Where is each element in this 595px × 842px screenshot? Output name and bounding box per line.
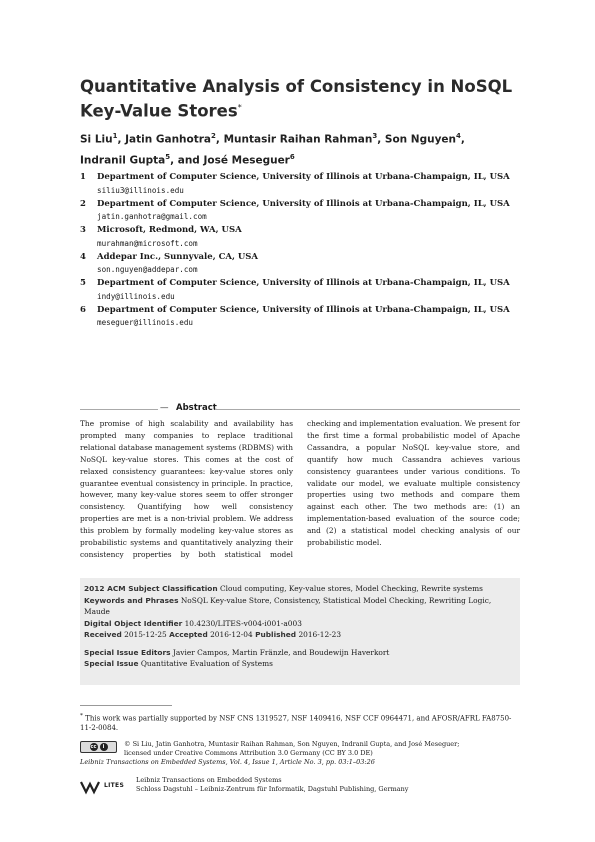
abstract-dash: — [160,403,169,413]
footnote-text: This work was partially supported by NSF CNS 1319527, NSF 1409416, NSF CCF 0964471, and AFOSR/AFRL FA8750-11-2-0084. [80,714,512,733]
abstract-text: The promise of high scalability and availability has prompted many companies to replace traditional relational database management systems (RDBMS) with NoSQL key-value stores. This comes at the cost of relaxed consistency guarantees: key-value stores only guarantee eventual consistency in principle. In practice, however, many key-value stores seem to offer stronger consistency. Quantifying how well consistency properties are met is a non-trivial problem. We address this problem by formally modeling key-value stores as probabilistic systems and quantitatively analyzing their consistency properties by both statistical model checking and implementation evaluation. We present for the first time a formal probabilistic model of Apache Cassandra, a popular NoSQL key-value store, and quantify how much Cassandra achieves various consistency guarantees under various conditions. To validate our model, we evaluate multiple consistency properties using two methods and compare them against each other. The two methods are: (1) an implementation-based evaluation of the source code; and (2) a statistical model checking analysis of our probabilistic model. [80,419,520,559]
issue-key: Special Issue [84,659,139,668]
author-sup: 4 [456,132,461,140]
special-issue [84,658,516,670]
author-sup: 3 [372,132,378,140]
journal-citation: Leibniz Transactions on Embedded Systems, Vol. 4, Issue 1, Article No. 3, pp. 03:1–03:26 [80,758,375,766]
author-sup: 5 [165,152,171,161]
keywords [84,595,516,618]
affiliation-number: 6 [80,304,86,315]
doi [84,618,516,630]
title-line-2: Key-Value Stores [80,101,238,121]
affiliation-email[interactable]: jatin.ganhotra@gmail.com [97,212,207,221]
affiliation-email[interactable]: indy@illinois.edu [97,291,175,301]
footnote-marker: * [80,713,83,719]
publisher-text [136,776,520,793]
keywords-value: NoSQL Key-value Store, Consistency, Statistical Model Checking, Rewriting Logic, Maude [84,595,492,616]
abstract-label: Abstract [176,403,217,413]
issue-value: Quantitative Evaluation of Systems [140,659,273,668]
dates [84,629,516,641]
author-name: Si Liu [80,133,113,146]
publisher-name: Schloss Dagstuhl – Leibniz-Zentrum für Informatik, Dagstuhl Publishing, Germany [136,784,409,793]
affiliation-dept: Microsoft, Redmond, WA, USA [97,225,242,235]
author-name: José Meseguer [203,154,290,166]
affiliation-number: 4 [80,251,86,262]
received-value: 2015-12-25 [124,630,167,639]
footnote-rule [80,705,172,706]
affiliation-item [80,251,520,277]
publisher-series: Leibniz Transactions on Embedded Systems [136,776,282,784]
cc-icon: cc [90,744,97,750]
accepted-key: Accepted [169,630,208,639]
acm-classification [84,583,516,595]
lites-logo-word: LITES [104,782,125,789]
published-key: Published [255,630,297,639]
abstract-rule-right [215,409,520,410]
affiliation-dept: Department of Computer Science, University of Illinois at Urbana-Champaign, IL, USA [97,304,510,315]
title-line-1: Quantitative Analysis of Consistency in NoSQL [80,77,513,96]
affiliation-dept: Department of Computer Science, University of Illinois at Urbana-Champaign, IL, USA [97,278,510,288]
acm-key: 2012 ACM Subject Classification [84,584,218,593]
author-name: Jatin Ganhotra [125,133,212,146]
footnote [80,711,520,733]
affiliation-item [80,198,520,224]
special-issue-editors [84,647,516,659]
author-sup: 2 [211,132,216,140]
affiliation-list [80,171,520,330]
affiliation-number: 1 [80,172,86,182]
author-name: Son Nguyen [384,133,457,146]
affiliation-item [80,304,520,330]
license-text [124,740,520,757]
affiliation-email[interactable]: siliu3@illinois.edu [97,185,184,195]
attribution-icon: i [100,743,108,751]
received-key: Received [84,630,122,639]
doi-key: Digital Object Identifier [84,618,183,628]
doi-value[interactable]: 10.4230/LITES-v004-i001-a003 [184,618,302,628]
editors-value: Javier Campos, Martin Fränzle, and Boudewijn Haverkort [172,647,390,657]
title-footnote-marker: * [237,103,242,112]
affiliation-dept: Department of Computer Science, University of Illinois at Urbana-Champaign, IL, USA [97,172,510,182]
author-name: Muntasir Raihan Rahman [223,133,373,146]
affiliation-item [80,171,520,197]
license-block [80,740,520,770]
affiliation-email[interactable]: murahman@microsoft.com [97,238,198,248]
affiliation-number: 3 [80,225,86,235]
editors-key: Special Issue Editors [84,647,171,657]
author-list: Si Liu$^1$, Jatin Ganhotra$^2$, Muntasir Raihan Rahman$^3$, Son Nguyen$^4$, Indranil Gupta$^5$, and José Meseguer$^6$ [80,132,465,166]
affiliation-item [80,224,520,250]
license-terms: licensed under Creative Commons Attribution 3.0 Germany (CC BY 3.0 DE) [124,748,373,757]
affiliation-item [80,277,520,303]
affiliation-dept: Addepar Inc., Sunnyvale, CA, USA [97,251,259,262]
metadata-box [80,578,520,685]
affiliation-email[interactable]: son.nguyen@addepar.com [97,265,198,274]
copyright-line: © Si Liu, Jatin Ganhotra, Muntasir Raihan Rahman, Son Nguyen, Indranil Gupta, and José Meseguer; [124,740,460,748]
abstract-heading [80,403,520,415]
accepted-value: 2016-12-04 [210,630,253,639]
publisher-block [80,776,520,802]
author-sup: 1 [112,132,118,140]
acm-value: Cloud computing, Key-value stores, Model Checking, Rewrite systems [220,584,483,593]
author-sup: 6 [289,152,295,161]
published-value: 2016-12-23 [298,630,342,639]
affiliation-dept: Department of Computer Science, University of Illinois at Urbana-Champaign, IL, USA [97,198,510,209]
affiliation-email[interactable]: meseguer@illinois.edu [97,318,194,327]
keywords-key: Keywords and Phrases [84,595,179,605]
abstract-rule-left [80,409,158,410]
paper-title [80,76,520,122]
affiliation-number: 5 [80,278,86,288]
cc-by-badge-icon[interactable] [80,741,117,753]
affiliation-number: 2 [80,198,86,209]
author-name: Indranil Gupta [80,154,166,166]
